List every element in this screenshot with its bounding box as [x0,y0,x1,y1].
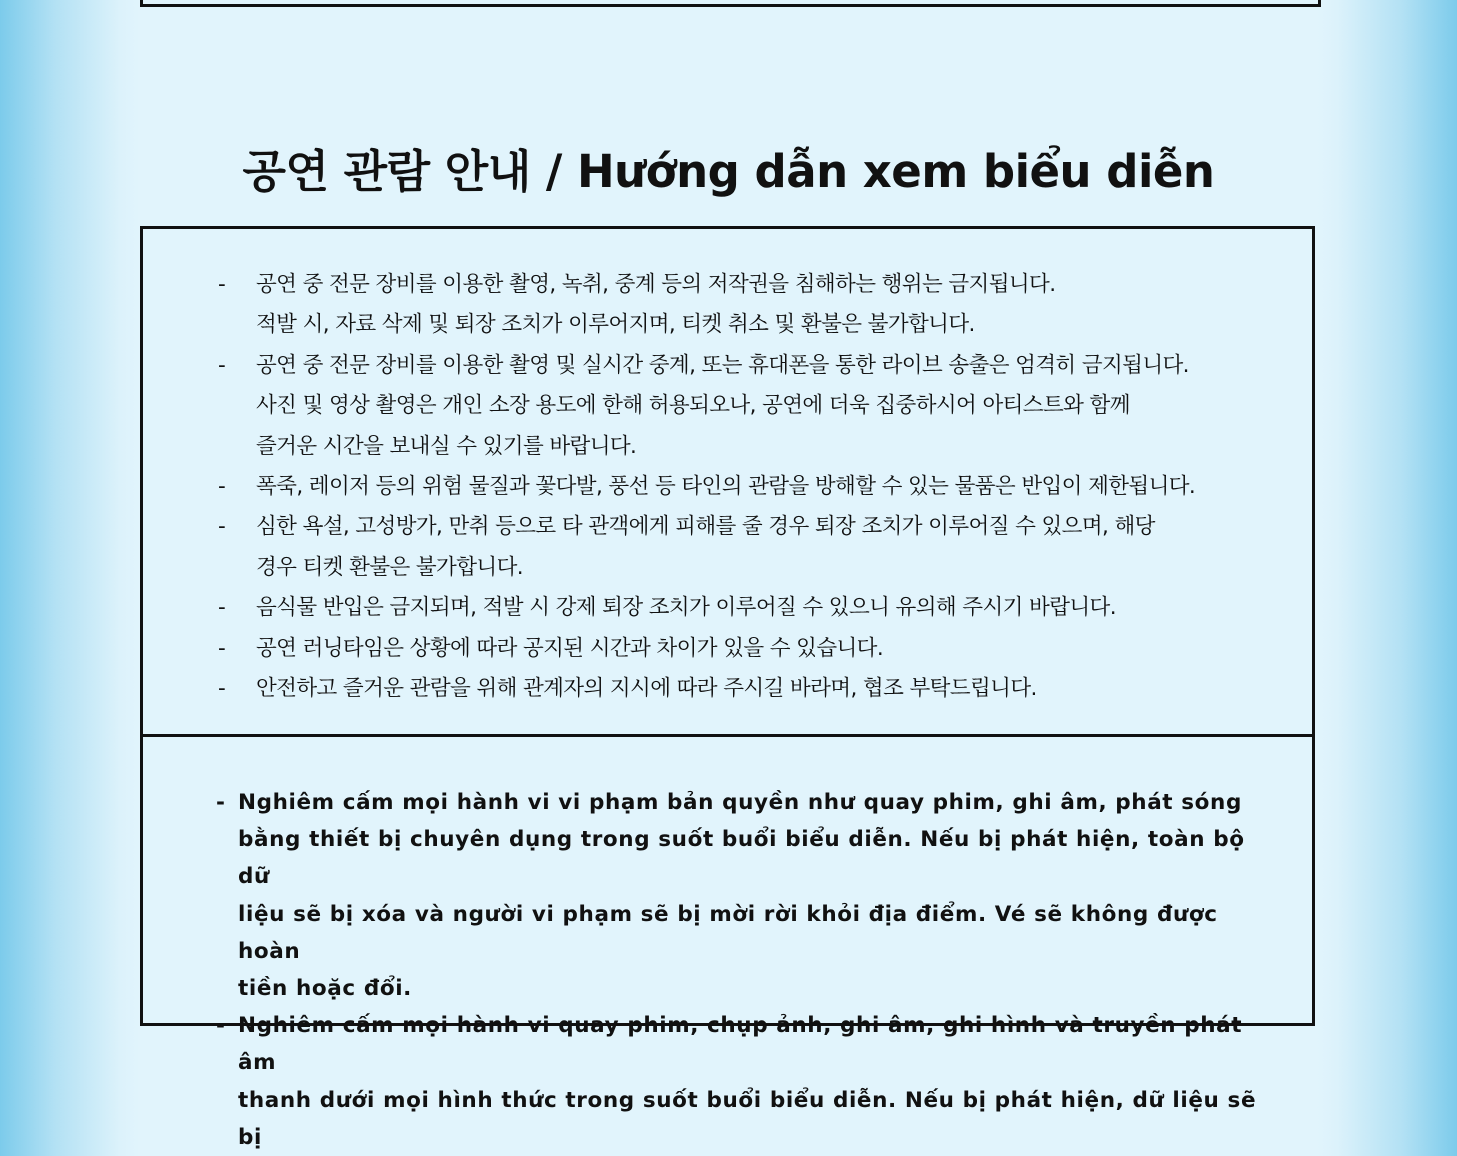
korean-notice-list [218,265,1278,709]
vietnamese-notice-section [143,737,1312,1150]
bullet-dash: - [218,474,226,500]
bullet-dash: - [216,1013,226,1039]
bullet-dash: - [218,272,226,297]
notice-item-ko-2 [218,346,1278,467]
notice-item-vi-2 [216,1007,1276,1156]
bullet-dash: - [216,790,226,815]
notice-item-ko-3 [218,467,1278,507]
notice-text: Nghiêm cấm mọi hành vi quay phim, chụp ảnh, ghi âm, ghi hình và truyền phát âm thanh dưới mọi hình thức trong suốt buổi biểu diễn. Nếu bị phát hiện, dữ liệu sẽ bị [238,1013,1257,1150]
notice-text: 공연 러닝타임은 상황에 따라 공지된 시간과 차이가 있을 수 있습니다. [256,635,884,661]
korean-notice-section [143,229,1312,737]
bullet-dash: - [218,352,226,378]
notice-text: 폭죽, 레이저 등의 위험 물질과 꽃다발, 풍선 등 타인의 관람을 방해할 수 있는 물품은 반입이 제한됩니다. [256,474,1196,500]
notice-item-ko-7 [218,669,1278,709]
notice-text: 음식물 반입은 금지되며, 적발 시 강제 퇴장 조치가 이루어질 수 있으니 유의해 주시기 바랍니다. [256,595,1116,621]
bullet-dash: - [218,676,226,702]
notice-text: 심한 욕설, 고성방가, 만취 등으로 타 관객에게 피해를 줄 경우 퇴장 조치가 이루어질 수 있으며, 해당 경우 티켓 환불은 불가합니다. [256,514,1155,580]
vietnamese-notice-list [216,784,1276,1156]
notice-text: 공연 중 전문 장비를 이용한 촬영, 녹취, 중계 등의 저작권을 침해하는 행위는 금지됩니다. 적발 시, 자료 삭제 및 퇴장 조치가 이루어지며, 티켓 취소 및 환불은 불가합니다. [256,272,1056,338]
notice-text: Nghiêm cấm mọi hành vi vi phạm bản quyền như quay phim, ghi âm, phát sóng bằng thiết bị chuyên dụng trong suốt buổi biểu diễn. Nếu bị phát hiện, toàn bộ dữ liệu sẽ bị xóa và người vi phạm sẽ bị mời rời khỏi địa điểm. Vé sẽ không được hoàn tiền hoặc đổi. [238,790,1245,1002]
notice-item-vi-1 [216,784,1276,1007]
page-title: 공연 관람 안내 / Hướng dẫn xem biểu diễn [242,145,1215,199]
bullet-dash: - [218,635,226,661]
notice-text: 공연 중 전문 장비를 이용한 촬영 및 실시간 중계, 또는 휴대폰을 통한 라이브 송출은 엄격히 금지됩니다. 사진 및 영상 촬영은 개인 소장 용도에 한해 허용되오나, 공연에 더욱 집중하시어 아티스트와 함께 즐거운 시간을 보내실 수 있기를 바랍니다. [256,352,1189,459]
bullet-dash: - [218,514,226,540]
notice-item-ko-5 [218,588,1278,628]
notice-item-ko-4 [218,507,1278,588]
notice-text: 안전하고 즐거운 관람을 위해 관계자의 지시에 따라 주시길 바라며, 협조 부탁드립니다. [256,676,1037,702]
previous-section-box [140,0,1321,7]
notice-item-ko-1 [218,265,1278,346]
notice-item-ko-6 [218,629,1278,669]
bullet-dash: - [218,595,226,621]
notice-box [140,226,1315,1150]
